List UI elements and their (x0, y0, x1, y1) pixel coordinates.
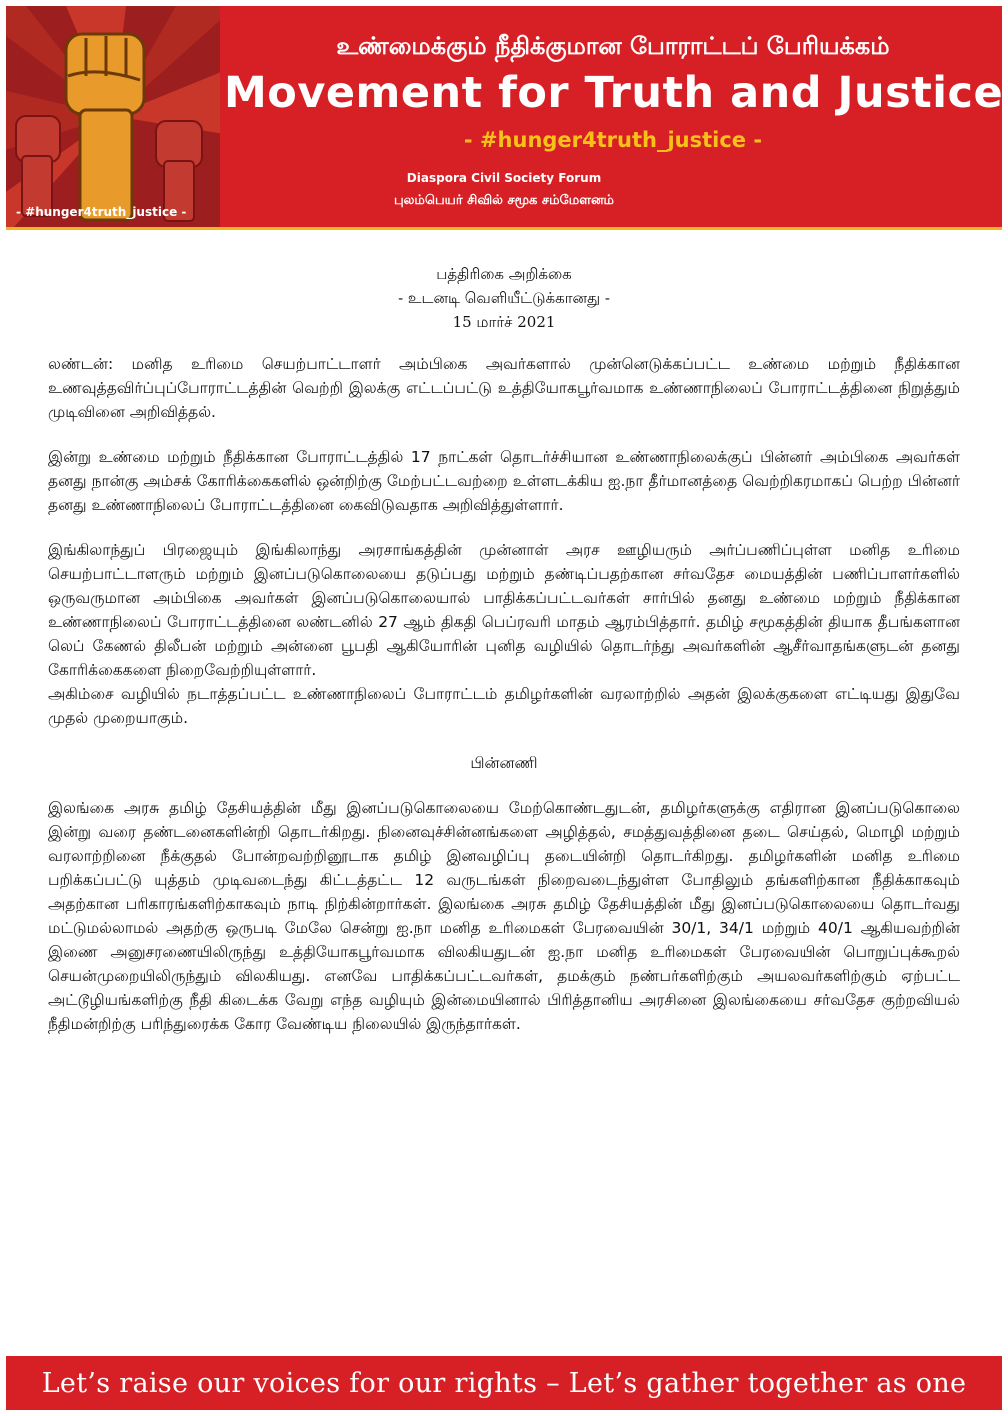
hashtag: - #hunger4truth_justice - (463, 128, 763, 152)
paragraph-first-time: அகிம்சை வழியில் நடாத்தப்பட்ட உண்ணாநிலைப் போராட்டம் தமிழர்களின் வரலாற்றில் அதன் இலக்குகளை எட்டியது இதுவே முதல் முறையாகும். (48, 685, 960, 727)
raised-fists-icon (6, 6, 220, 227)
background-heading: பின்னணி (470, 754, 538, 772)
logo (6, 6, 220, 227)
paragraph-background: இலங்கை அரசு தமிழ் தேசியத்தின் மீது இனப்படுகொலையை மேற்கொண்டதுடன், தமிழர்களுக்கு எதிரான இனப்படுகொலை இன்று வரை தண்டனைகளின்றி தொடர்கிறது. நினைவுச்சின்னங்களை அழித்தல், சமத்துவத்தினை தடை செய்தல், மொழி மற்றும் வரலாற்றினை நீக்குதல் போன்றவற்றினூடாக தமிழ் இனவழிப்பு தடையின்றி தொடர்கிறது. தமிழர்களின் மனித உரிமை பறிக்கப்பட்டு யுத்தம் முடிவடைந்து கிட்டத்தட்ட 12 வருடங்கள் நிறைவடைந்துள்ள போதிலும் தங்களிற்கான நீதிக்காகவும் அதற்கான பரிகாரங்களிற்காகவும் நாடி நிற்கின்றார்கள். இலங்கை அரசு தமிழ் தேசியத்தின் மீது இனப்படுகொலையை தொடர்வது மட்டுமல்லாமல் அதற்கு ஒருபடி மேலே சென்று ஐ.நா மனித உரிமைகள் பேரவையின் 30/1, 34/1 மற்றும் 40/1 ஆகியவற்றின் இணை அனுசரணையிலிருந்து உத்தியோகபூர்வமாக விலகியதுடன் ஐ.நா மனித உரிமைகள் பேரவையின் பொறுப்புக்கூறல் செயன்முறையிலிருந்தும் விலகியது. எனவே பாதிக்கப்பட்டவர்கள், தமக்கும் நண்பர்களிற்கும் அயலவர்களிற்கும் ஏற்பட்ட அட்டூழியங்களிற்கு நீதி கிடைக்க வேறு எந்த வழியும் இன்மையினால் பிரித்தானிய அரசினை இலங்கையை சர்வதேச குற்றவியல் நீதிமன்றிற்கு பரிந்துரைக்க கோர வேண்டிய நிலையில் இருந்தார்கள். (48, 799, 960, 1033)
forum-tamil: புலம்பெயர் சிவில் சமூக சம்மேளனம் (393, 193, 615, 208)
release-note: - உடனடி வெளியீட்டுக்கானது - (398, 289, 610, 307)
paragraph-announcement: இன்று உண்மை மற்றும் நீதிக்கான போராட்டத்தில் 17 நாட்கள் தொடர்ச்சியான உண்ணாநிலைக்குப் பின்னர் அம்பிகை அவர்கள் தனது நான்கு அம்சக் கோரிக்கைகளில் ஒன்றிற்கு மேற்பட்டவற்றை உள்ளடக்கிய ஐ.நா தீர்மானத்தை வெற்றிகரமாகப் பெற்ற பின்னர் தனது உண்ணாநிலைப் போராட்டத்தினை கைவிடுவதாக அறிவித்துள்ளார். (48, 448, 960, 514)
press-release-header (48, 262, 960, 334)
document-heading: பத்திரிகை அறிக்கை (436, 265, 572, 283)
header-banner (6, 6, 1002, 230)
paragraph-profile: இங்கிலாந்துப் பிரஜையும் இங்கிலாந்து அரசாங்கத்தின் முன்னாள் அரச ஊழியரும் அர்ப்பணிப்புள்ள மனித உரிமை செயற்பாட்டாளரும் மற்றும் இனப்படுகொலையை தடுப்பது மற்றும் தண்டிப்பதற்கான சர்வதேச மையத்தின் பணிப்பாளர்களில் ஒருவருமான அம்பிகை அவர்கள் இனப்படுகொலையால் பாதிக்கப்பட்டவர்கள் சார்பில் தனது உண்மை மற்றும் நீதிக்கான உண்ணாநிலைப் போராட்டத்தினை லண்டனில் 27 ஆம் திகதி பெப்ரவரி மாதம் ஆரம்பித்தார். தமிழ் சமூகத்தின் தியாக தீபங்களான லெப் கேணல் திலீபன் மற்றும் அன்னை பூபதி ஆகியோரின் புனித வழியில் தொடர்ந்து அவர்களின் ஆசீர்வாதங்களுடன் தனது கோரிக்கைகளை நிறைவேற்றியுள்ளார். (48, 541, 960, 679)
document-date: 15 மார்ச் 2021 (452, 313, 556, 331)
logo-hashtag: - #hunger4truth_justice - (16, 205, 187, 219)
forum-english: Diaspora Civil Society Forum (406, 171, 602, 185)
footer-slogan: Let’s raise our voices for our rights – Let’s gather together as one (6, 1356, 1002, 1410)
document-body (48, 352, 960, 1057)
paragraph-intro: லண்டன்: மனித உரிமை செயற்பாட்டாளர் அம்பிகை அவர்களால் முன்னெடுக்கப்பட்ட உண்மை மற்றும் நீதிக்கான உணவுத்தவிர்ப்புப்போராட்டத்தின் வெற்றி இலக்கு எட்டப்பட்டு உத்தியோகபூர்வமாக உண்ணாநிலைப் போராட்டத்தினை நிறுத்தும் முடிவினை அறிவித்தல். (48, 355, 960, 421)
title-tamil: உண்மைக்கும் நீதிக்குமான போராட்டப் பேரியக்கம் (336, 32, 890, 60)
title-english: Movement for Truth and Justice (224, 68, 1004, 118)
